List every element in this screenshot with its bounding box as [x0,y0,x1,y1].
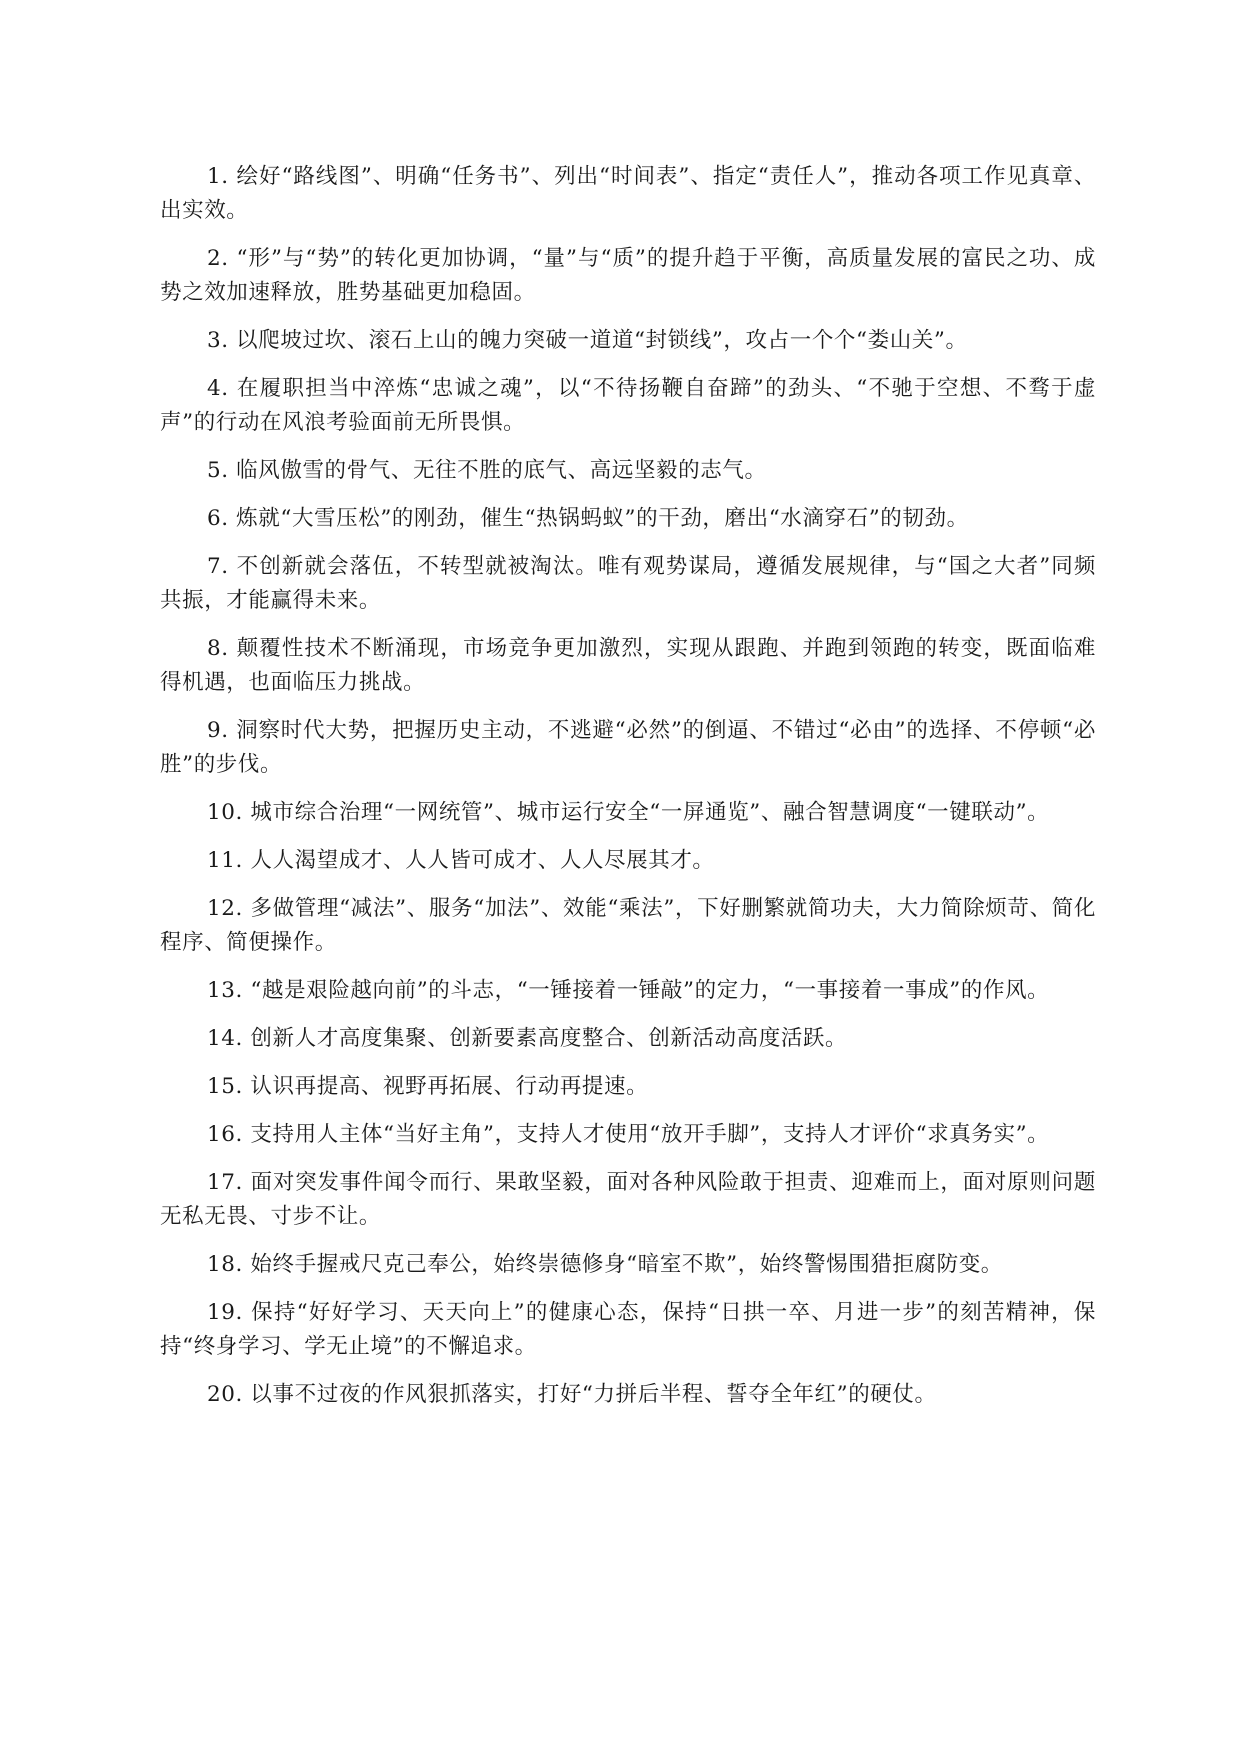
paragraph-1: 1. 绘好“路线图”、明确“任务书”、列出“时间表”、指定“责任人”，推动各项工作见真章、出实效。 [160,164,1096,223]
paragraph-12: 12. 多做管理“减法”、服务“加法”、效能“乘法”，下好删繁就简功夫，大力简除烦苛、简化程序、简便操作。 [160,896,1096,955]
paragraph-19: 19. 保持“好好学习、天天向上”的健康心态，保持“日拱一卒、月进一步”的刻苦精神，保持“终身学习、学无止境”的不懈追求。 [160,1300,1096,1359]
paragraph-6: 6. 炼就“大雪压松”的刚劲，催生“热锅蚂蚁”的干劲，磨出“水滴穿石”的韧劲。 [207,506,969,531]
paragraph-8: 8. 颠覆性技术不断涌现，市场竞争更加激烈，实现从跟跑、并跑到领跑的转变，既面临难得机遇，也面临压力挑战。 [160,636,1096,695]
paragraph-14: 14. 创新人才高度集聚、创新要素高度整合、创新活动高度活跃。 [207,1026,848,1051]
paragraph-13: 13. “越是艰险越向前”的斗志，“一锤接着一锤敲”的定力，“一事接着一事成”的作风。 [207,978,1050,1003]
paragraph-9: 9. 洞察时代大势，把握历史主动，不逃避“必然”的倒逼、不错过“必由”的选择、不停顿“必胜”的步伐。 [160,718,1096,777]
paragraph-20: 20. 以事不过夜的作风狠抓落实，打好“力拼后半程、誓夺全年红”的硬仗。 [207,1382,937,1407]
paragraph-7: 7. 不创新就会落伍，不转型就被淘汰。唯有观势谋局，遵循发展规律，与“国之大者”同频共振，才能赢得未来。 [160,554,1096,613]
paragraph-16: 16. 支持用人主体“当好主角”，支持人才使用“放开手脚”，支持人才评价“求真务实”。 [207,1122,1050,1147]
paragraph-10: 10. 城市综合治理“一网统管”、城市运行安全“一屏通览”、融合智慧调度“一键联动”。 [207,800,1050,825]
document-page [160,160,1096,1426]
paragraph-11: 11. 人人渴望成才、人人皆可成才、人人尽展其才。 [207,848,715,873]
paragraph-3: 3. 以爬坡过坎、滚石上山的魄力突破一道道“封锁线”，攻占一个个“娄山关”。 [207,328,968,353]
paragraph-5: 5. 临风傲雪的骨气、无往不胜的底气、高远坚毅的志气。 [207,458,767,483]
paragraph-4: 4. 在履职担当中淬炼“忠诚之魂”，以“不待扬鞭自奋蹄”的劲头、“不驰于空想、不骛于虚声”的行动在风浪考验面前无所畏惧。 [160,376,1096,435]
paragraph-15: 15. 认识再提高、视野再拓展、行动再提速。 [207,1074,649,1099]
paragraph-17: 17. 面对突发事件闻令而行、果敢坚毅，面对各种风险敢于担责、迎难而上，面对原则问题无私无畏、寸步不让。 [160,1170,1096,1229]
paragraph-18: 18. 始终手握戒尺克己奉公，始终崇德修身“暗室不欺”，始终警惕围猎拒腐防变。 [207,1252,1003,1277]
paragraph-2: 2. “形”与“势”的转化更加协调，“量”与“质”的提升趋于平衡，高质量发展的富民之功、成势之效加速释放，胜势基础更加稳固。 [160,246,1096,305]
